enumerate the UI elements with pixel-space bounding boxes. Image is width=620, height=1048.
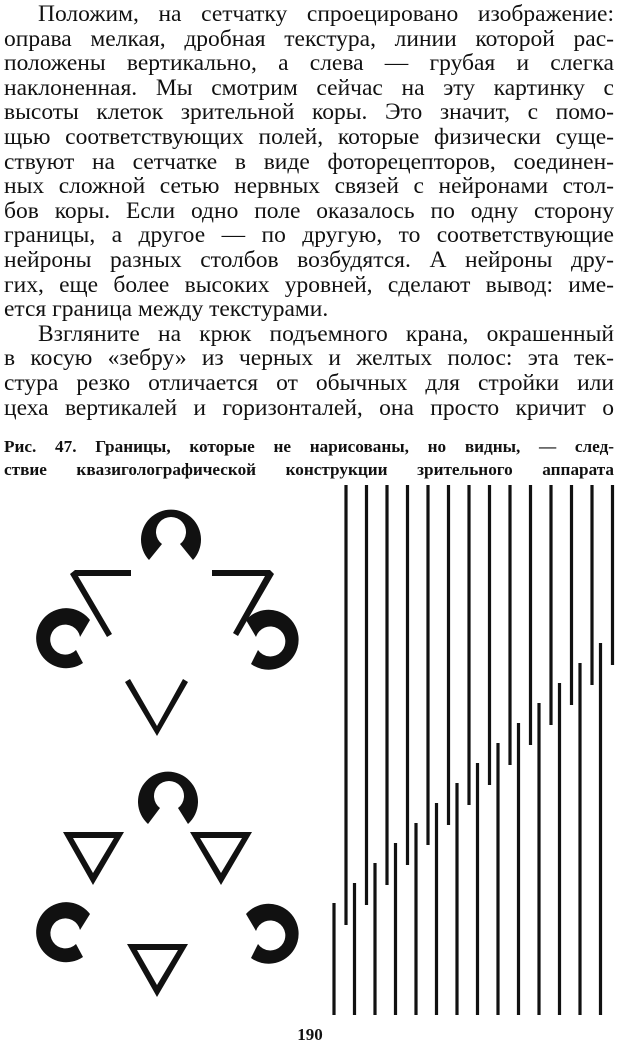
- ring-right: [246, 610, 299, 670]
- text-line: гих, еще более высоких уровней, сделают вывод: име-: [4, 271, 614, 298]
- text-line: Положим, на сетчатку спроецировано изображение:: [38, 1, 614, 27]
- text-line: в косую «зебру» из черных и желтых полос: эта тек-: [4, 345, 614, 372]
- text-line: ется граница между текстурами.: [4, 296, 329, 323]
- ring-left: [36, 608, 90, 668]
- ring-top: [141, 510, 201, 560]
- figure-47-illusions: [0, 470, 620, 1025]
- text-line: щью соответствующих полей, которые физически суще-: [4, 123, 614, 150]
- text-line: нейроны разных столбов возбудятся. А нейроны дру-: [4, 246, 614, 273]
- text-line: ных сложной сетью нервных связей с нейронами стол-: [4, 173, 614, 200]
- text-line: ствуют на сетчатке в виде фоторецепторов, соединен-: [4, 148, 614, 175]
- text-line: цеха вертикалей и горизонталей, она просто кричит о: [4, 394, 614, 421]
- page-number: 190: [297, 1025, 323, 1044]
- ring-left: [36, 902, 90, 962]
- outline-stroke-bottom: [125, 679, 188, 736]
- text-line: положены вертикально, а слева — грубая и слегка: [4, 50, 614, 77]
- ring-top: [138, 772, 198, 824]
- small-triangle-bottom: [127, 944, 188, 997]
- caption-line: ствие квазиголографической конструкции зрительного аппарата: [4, 460, 614, 479]
- text-line: стура резко отличается от обычных для стройки или: [4, 369, 614, 396]
- text-line: Взгляните на крюк подъемного крана, окрашенный: [38, 320, 614, 347]
- kanizsa-triangle-bottom: [36, 772, 298, 997]
- text-line: границы, а другое — по другую, то соответствующие: [4, 222, 614, 249]
- text-line: бов коры. Если одно поле оказалось по одну сторону: [4, 197, 614, 224]
- small-triangle-left: [63, 832, 124, 885]
- body-text: [4, 2, 614, 420]
- caption-line: Рис. 47. Границы, которые не нарисованы, но видны, — след-: [4, 437, 614, 456]
- kanizsa-triangle-top: [36, 510, 298, 736]
- text-line: наклоненная. Мы смотрим сейчас на эту картинку с: [4, 74, 614, 101]
- text-line: высоты клеток зрительной коры. Это значит, с помо-: [4, 99, 614, 126]
- texture-boundary-lines: [334, 485, 613, 1015]
- ring-right: [246, 904, 299, 964]
- small-triangle-right: [190, 832, 252, 885]
- text-line: оправа мелкая, дробная текстура, линии которой рас-: [4, 25, 614, 52]
